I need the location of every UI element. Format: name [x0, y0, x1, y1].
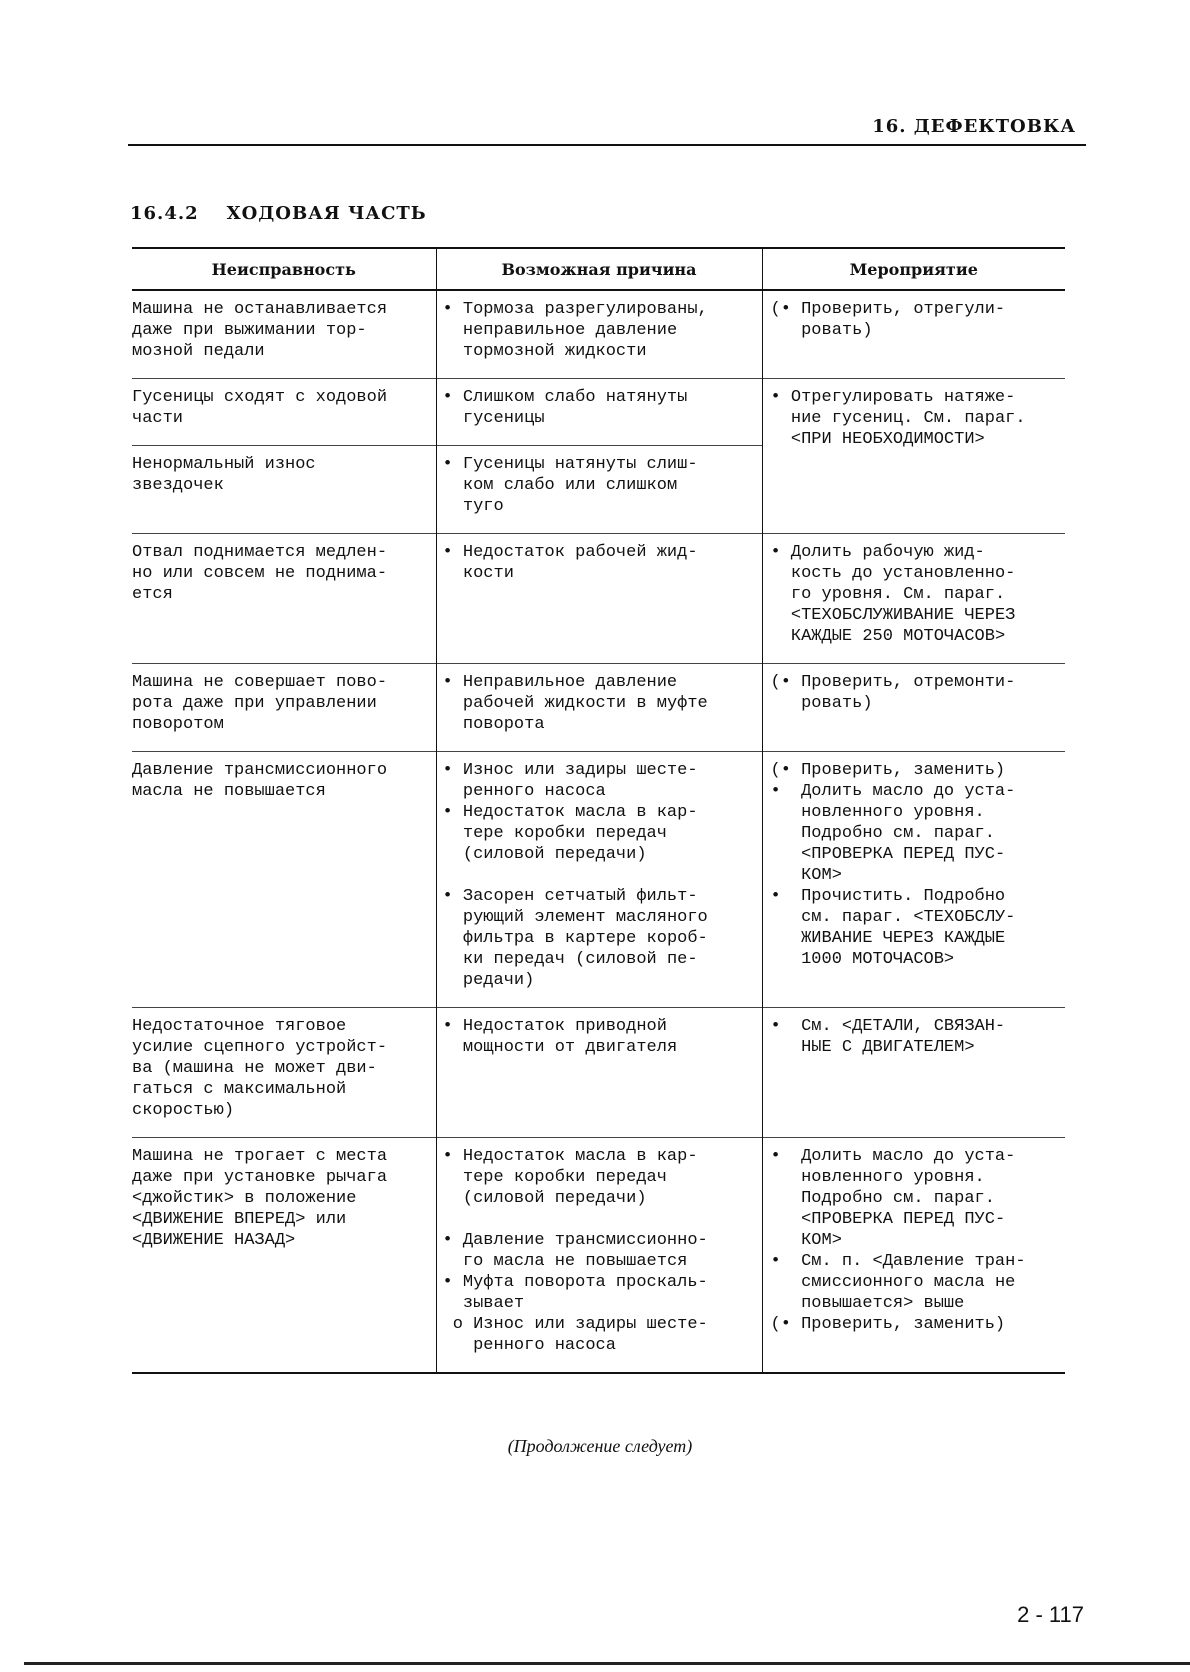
- action-cell: [762, 534, 1065, 664]
- table-body: [132, 290, 1065, 1373]
- cause-item: • Износ или задиры шесте- ренного насоса: [442, 761, 698, 801]
- cause-cell: [436, 752, 762, 1008]
- action-item: • Отрегулировать натяже- ние гусениц. См. параг. <ПРИ НЕОБХОДИМОСТИ>: [770, 388, 1026, 449]
- cause-item: • Муфта поворота проскаль- зывает: [442, 1273, 708, 1313]
- fault-text: Машина не трогает с места даже при установке рычага <джойстик> в положение <ДВИЖЕНИЕ ВПЕРЕД> или <ДВИЖЕНИЕ НАЗАД>: [132, 1147, 388, 1250]
- cause-item: • Недостаток рабочей жид- кости: [442, 543, 698, 583]
- fault-cell: [132, 379, 436, 446]
- column-header-fault: Неисправность: [211, 259, 356, 279]
- cause-cell: [436, 290, 762, 379]
- troubleshooting-table: [132, 247, 1065, 1374]
- page-number: 2 - 117: [1017, 1602, 1084, 1627]
- action-cell: [762, 1138, 1065, 1374]
- table-row: [132, 664, 1065, 752]
- cause-cell: [436, 446, 762, 534]
- action-item: (• Проверить, заменить): [770, 761, 1006, 780]
- action-cell: [762, 379, 1065, 534]
- cause-item: • Недостаток масла в кар- тере коробки передач (силовой передачи): [442, 803, 698, 864]
- cause-cell: [436, 534, 762, 664]
- fault-cell: [132, 534, 436, 664]
- cause-cell: [436, 1138, 762, 1374]
- action-item: (• Проверить, отремонти- ровать): [770, 673, 1016, 713]
- column-header-cause: Возможная причина: [436, 248, 762, 290]
- cause-cell: [436, 379, 762, 446]
- fault-cell: [132, 1138, 436, 1374]
- action-item: • Долить масло до уста- новленного уровня. Подробно см. параг. <ПРОВЕРКА ПЕРЕД ПУС- КОМ>: [770, 782, 1016, 885]
- action-item: • Долить рабочую жид- кость до установленно- го уровня. См. параг. <ТЕХОБСЛУЖИВАНИЕ ЧЕРЕЗ КАЖДЫЕ 250 МОТОЧАСОВ>: [770, 543, 1016, 646]
- cause-cell: [436, 664, 762, 752]
- fault-text: Ненормальный износ звездочек: [132, 455, 316, 495]
- chapter-title: 16. ДЕФЕКТОВКА: [872, 116, 1076, 137]
- fault-text: Давление трансмиссионного масла не повышается: [132, 761, 388, 801]
- table-row: [132, 379, 1065, 446]
- cause-item: • Слишком слабо натянуты гусеницы: [442, 388, 688, 428]
- continued-note: (Продолжение следует): [507, 1436, 693, 1456]
- fault-cell: [132, 664, 436, 752]
- fault-cell: [132, 290, 436, 379]
- table-row: [132, 534, 1065, 664]
- action-cell: [762, 1008, 1065, 1138]
- bottom-rule: [24, 1662, 1190, 1665]
- action-cell: [762, 290, 1065, 379]
- page-header: [128, 116, 1086, 146]
- table-row: [132, 1138, 1065, 1374]
- table-row: [132, 290, 1065, 379]
- cause-item: • Тормоза разрегулированы, неправильное давление тормозной жидкости: [442, 300, 708, 361]
- cause-item: • Недостаток приводной мощности от двигателя: [442, 1017, 678, 1057]
- table-header-row: [132, 248, 1065, 290]
- action-item: • Долить масло до уста- новленного уровня. Подробно см. параг. <ПРОВЕРКА ПЕРЕД ПУС- КОМ>: [770, 1147, 1016, 1250]
- section-number: 16.4.2: [130, 203, 199, 224]
- fault-text: Машина не совершает пово- рота даже при управлении поворотом: [132, 673, 388, 734]
- table-row: [132, 1008, 1065, 1138]
- cause-item: • Гусеницы натянуты слиш- ком слабо или слишком туго: [442, 455, 698, 516]
- cause-item: • Засорен сетчатый фильт- рующий элемент масляного фильтра в картере короб- ки передач (силовой пе- редачи): [442, 887, 708, 990]
- fault-cell: [132, 752, 436, 1008]
- fault-cell: [132, 1008, 436, 1138]
- fault-cell: [132, 446, 436, 534]
- section-heading: [130, 203, 427, 224]
- fault-text: Гусеницы сходят с ходовой части: [132, 388, 388, 428]
- action-item: • Прочистить. Подробно см. параг. <ТЕХОБСЛУ- ЖИВАНИЕ ЧЕРЕЗ КАЖДЫЕ 1000 МОТОЧАСОВ>: [770, 887, 1016, 969]
- action-item: (• Проверить, заменить): [770, 1315, 1006, 1334]
- table-row: [132, 752, 1065, 1008]
- action-item: • См. п. <Давление тран- смиссионного масла не повышается> выше: [770, 1252, 1026, 1313]
- fault-text: Недостаточное тяговое усилие сцепного устройст- ва (машина не может дви- гаться с максимальной скоростью): [132, 1017, 388, 1120]
- fault-text: Отвал поднимается медлен- но или совсем не поднима- ется: [132, 543, 388, 604]
- column-header-action: Мероприятие: [762, 248, 1065, 290]
- action-cell: [762, 664, 1065, 752]
- cause-item: • Недостаток масла в кар- тере коробки передач (силовой передачи): [442, 1147, 698, 1208]
- cause-cell: [436, 1008, 762, 1138]
- action-item: (• Проверить, отрегули- ровать): [770, 300, 1006, 340]
- cause-item: • Неправильное давление рабочей жидкости в муфте поворота: [442, 673, 708, 734]
- action-cell: [762, 752, 1065, 1008]
- action-item: • См. <ДЕТАЛИ, СВЯЗАН- НЫЕ С ДВИГАТЕЛЕМ>: [770, 1017, 1006, 1057]
- fault-text: Машина не останавливается даже при выжимании тор- мозной педали: [132, 300, 388, 361]
- cause-item: o Износ или задиры шесте- ренного насоса: [452, 1315, 708, 1355]
- section-title: ХОДОВАЯ ЧАСТЬ: [226, 203, 427, 224]
- cause-item: • Давление трансмиссионно- го масла не повышается: [442, 1231, 708, 1271]
